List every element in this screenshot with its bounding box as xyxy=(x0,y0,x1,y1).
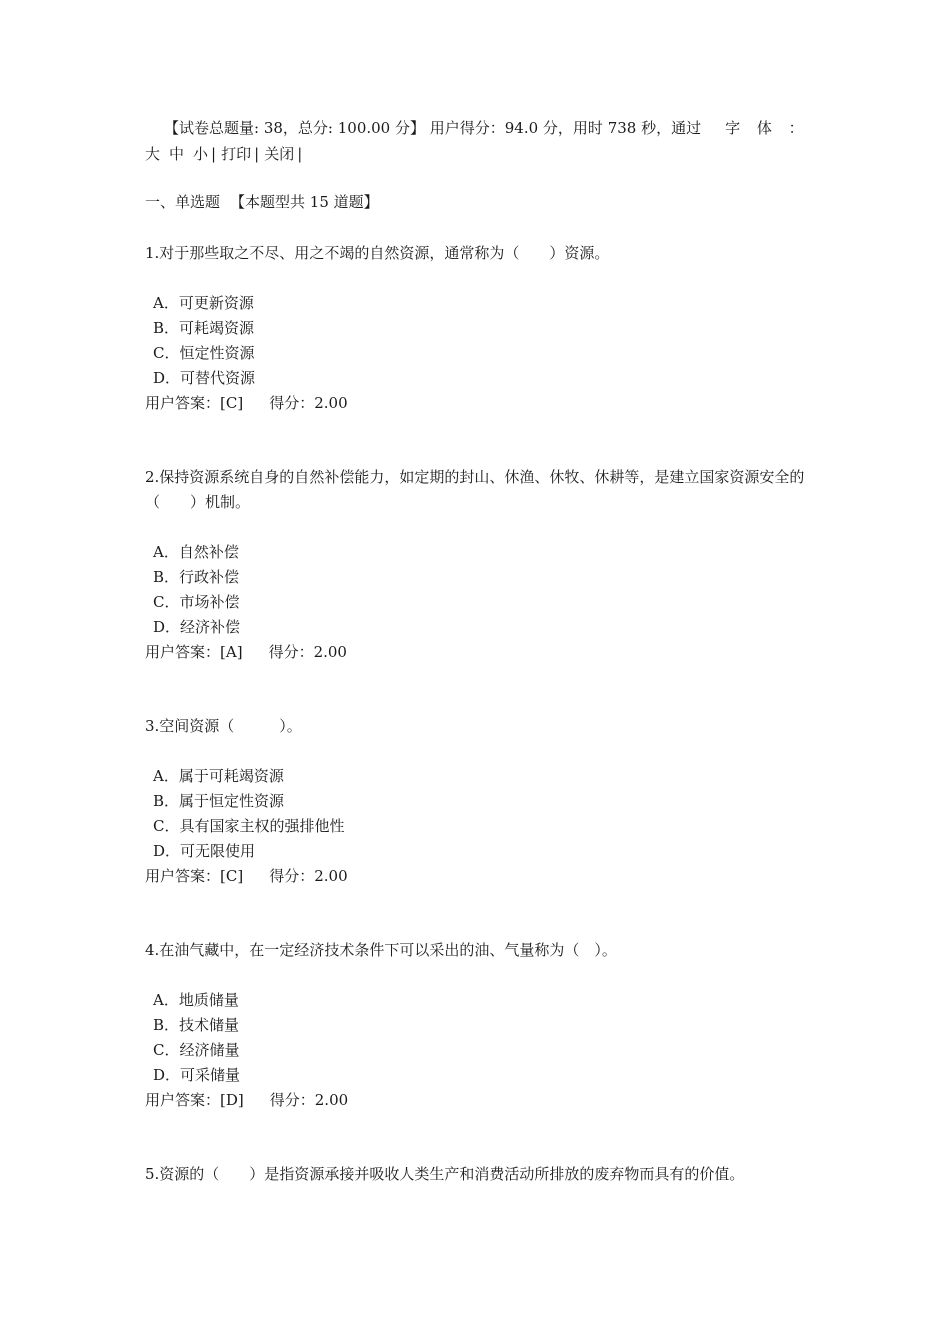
option-list xyxy=(145,291,815,391)
close-link[interactable]: 关闭 xyxy=(264,145,295,163)
option-d: D．经济补偿 xyxy=(153,618,241,636)
question-stem: 2.保持资源系统自身的自然补偿能力，如定期的封山、休渔、休牧、休耕等，是建立国家资源安全的（ ）机制。 xyxy=(145,468,805,511)
option-a: A．自然补偿 xyxy=(153,543,239,561)
section-count: 【本题型共 15 道题】 xyxy=(230,193,379,211)
question-2 xyxy=(145,465,815,665)
option-d: D．可采储量 xyxy=(153,1066,241,1084)
option-b: B．行政补偿 xyxy=(153,568,240,586)
score-label: 得分： xyxy=(269,1091,315,1109)
score-value: 2.00 xyxy=(314,867,348,885)
answer-line xyxy=(145,640,815,665)
answer-line xyxy=(145,864,815,889)
option-c: C．经济储量 xyxy=(153,1041,240,1059)
user-answer-label: 用户答案： xyxy=(145,1091,221,1109)
question-1 xyxy=(145,241,815,416)
score-label: 得分： xyxy=(268,643,314,661)
option-b: B．可耗竭资源 xyxy=(153,319,255,337)
user-answer-label: 用户答案： xyxy=(145,394,221,412)
question-stem: 5.资源的（ ）是指资源承接并吸收人类生产和消费活动所排放的废弃物而具有的价值。 xyxy=(145,1165,745,1183)
score-value: 2.00 xyxy=(313,643,347,661)
option-list xyxy=(145,988,815,1088)
separator: | xyxy=(297,145,303,163)
print-link[interactable]: 打印 xyxy=(221,145,252,163)
question-stem: 1.对于那些取之不尽、用之不竭的自然资源，通常称为（ ）资源。 xyxy=(145,244,610,262)
option-d: D．可无限使用 xyxy=(153,842,256,860)
font-size-label: 字 体 ： xyxy=(725,119,810,137)
option-b: B．属于恒定性资源 xyxy=(153,792,285,810)
exam-summary-line xyxy=(145,117,815,139)
user-answer-value: [C] xyxy=(220,394,244,412)
option-c: C．具有国家主权的强排他性 xyxy=(153,817,345,835)
user-answer-value: [A] xyxy=(220,643,243,661)
user-answer-label: 用户答案： xyxy=(145,643,221,661)
score-label: 得分： xyxy=(269,867,315,885)
question-4 xyxy=(145,938,815,1113)
toolbar-links xyxy=(145,143,307,165)
option-c: C．恒定性资源 xyxy=(153,344,255,362)
separator: | xyxy=(254,145,260,163)
option-a: A．地质储量 xyxy=(153,991,239,1009)
option-list xyxy=(145,540,815,640)
score-value: 2.00 xyxy=(314,394,348,412)
score-label: 得分： xyxy=(269,394,315,412)
font-large-link[interactable]: 大 xyxy=(145,145,161,163)
font-medium-link[interactable]: 中 xyxy=(169,145,185,163)
answer-line xyxy=(145,1088,815,1113)
exam-summary: 【试卷总题量: 38，总分: 100.00 分】 用户得分：94.0 分，用时 738 秒，通过 xyxy=(164,119,702,137)
font-small-link[interactable]: 小 xyxy=(193,145,209,163)
option-a: A．属于可耗竭资源 xyxy=(153,767,284,785)
answer-line xyxy=(145,391,815,416)
question-3 xyxy=(145,714,815,889)
option-d: D．可替代资源 xyxy=(153,369,256,387)
question-5 xyxy=(145,1162,815,1187)
question-stem: 3.空间资源（ ）。 xyxy=(145,717,302,735)
option-c: C．市场补偿 xyxy=(153,593,240,611)
section-heading xyxy=(145,191,379,213)
question-stem: 4.在油气藏中，在一定经济技术条件下可以采出的油、气量称为（ ）。 xyxy=(145,941,617,959)
separator: | xyxy=(211,145,217,163)
option-list xyxy=(145,764,815,864)
user-answer-value: [C] xyxy=(220,867,244,885)
option-a: A．可更新资源 xyxy=(153,294,254,312)
section-title: 一、单选题 xyxy=(145,193,221,211)
option-b: B．技术储量 xyxy=(153,1016,240,1034)
user-answer-value: [D] xyxy=(220,1091,244,1109)
user-answer-label: 用户答案： xyxy=(145,867,221,885)
score-value: 2.00 xyxy=(314,1091,349,1109)
